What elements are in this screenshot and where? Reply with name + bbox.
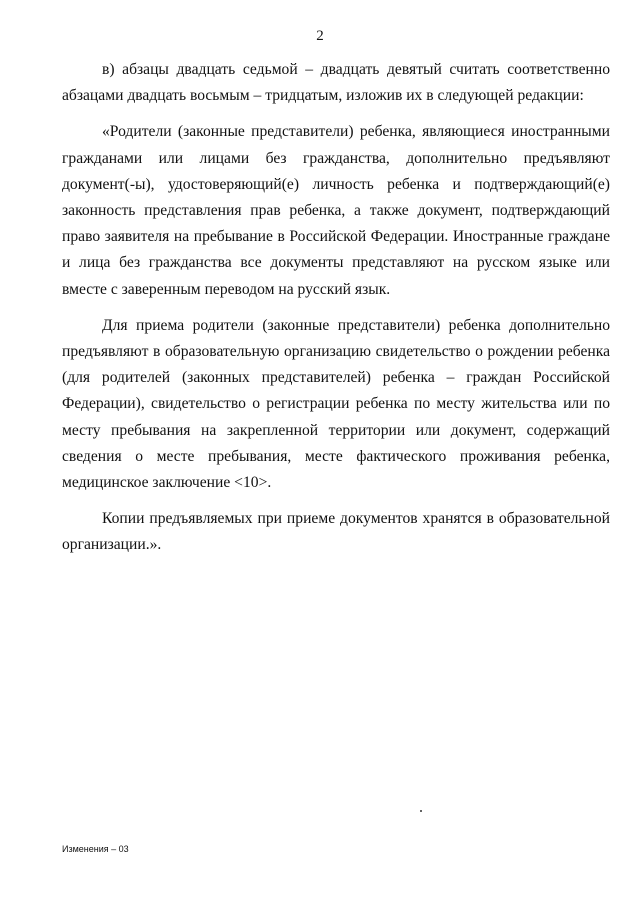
page-number: 2	[316, 28, 324, 44]
paragraph-document-copies: Копии предъявляемых при приеме документов хранятся в образовательной организации.».	[62, 510, 610, 554]
footer-revision-note: Изменения – 03	[62, 844, 129, 854]
scan-speck	[420, 810, 422, 812]
document-body	[62, 57, 610, 559]
paragraph-foreign-citizens: «Родители (законные представители) ребенка, являющиеся иностранными гражданами или лицами без гражданства, дополнительно предъявляют документ(-ы), удостоверяющий(е) личность ребенка и подтверждающий(е) законность представления прав ребенка, а также документ, подтверждающий право заявителя на пребывание в Российской Федерации. Иностранные граждане и лица без гражданства все документы представляют на русском языке или вместе с заверенным переводом на русский язык.	[62, 123, 610, 298]
paragraph-amendment-intro: в) абзацы двадцать седьмой – двадцать девятый считать соответственно абзацами двадцать восьмым – тридцатым, изложив их в следующей редакции:	[62, 61, 610, 105]
paragraph-admission-documents: Для приема родители (законные представители) ребенка дополнительно предъявляют в образовательную организацию свидетельство о рождении ребенка (для родителей (законных представителей) ребенка – граждан Российской Федерации), свидетельство о регистрации ребенка по месту жительства или по месту пребывания на закрепленной территории или документ, содержащий сведения о месте пребывания, месте фактического проживания ребенка, медицинское заключение <10>.	[62, 316, 610, 492]
